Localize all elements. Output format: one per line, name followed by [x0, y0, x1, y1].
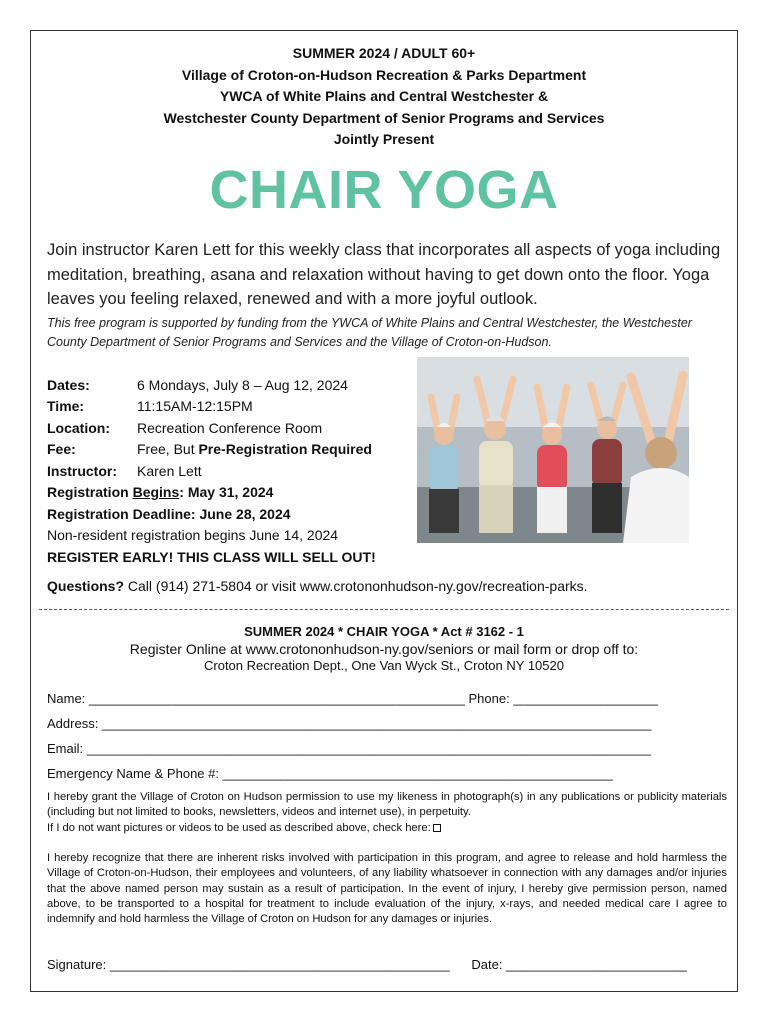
fee-value-bold: Pre-Registration Required — [198, 441, 372, 457]
location-label: Location: — [47, 420, 110, 436]
register-early: REGISTER EARLY! THIS CLASS WILL SELL OUT! — [47, 549, 376, 565]
location-value: Recreation Conference Room — [137, 420, 323, 436]
signature-label: Signature: _______________________________________________ — [47, 957, 450, 972]
page-title: CHAIR YOGA — [209, 160, 559, 220]
email-field[interactable]: Email: ______________________________________________________________________________ — [47, 741, 651, 756]
fee-value-plain: Free, But — [137, 441, 199, 457]
name-field[interactable] — [47, 691, 727, 706]
photo-optout-checkbox[interactable] — [433, 824, 441, 832]
photo-optout — [47, 821, 727, 836]
nonresident-note: Non-resident registration begins June 14, 2024 — [47, 527, 339, 543]
funding-note: This free program is supported by funding from the YWCA of White Plains and Central Westchester, the Westchester County Department of Senior Programs and Services and the Village of Croton-on-Hudson. — [47, 316, 692, 349]
phone-label: Phone: ____________________ — [468, 691, 658, 706]
flyer-frame — [30, 30, 738, 992]
time-label: Time: — [47, 398, 85, 414]
instructor-value: Karen Lett — [137, 463, 202, 479]
form-heading: SUMMER 2024 * CHAIR YOGA * Act # 3162 - 1 — [244, 624, 524, 639]
instructor-label: Instructor: — [47, 463, 117, 479]
questions-line — [47, 578, 588, 594]
yoga-class-photo — [417, 357, 689, 543]
liability-waiver: I hereby recognize that there are inherent risks involved with participation in this program, and agree to release and hold harmless the Village of Croton-on-Hudson, their employees and volunteers, of any liability whatsoever in connection with any damages and/or injuries that the above named person may sustain as a result of participation. In the event of injury, I hereby give permission person, named above, to be transported to a hospital for treatment to include evaluation of the injury, x-rays, and needed medical care I agree to indemnify and hold harmless the Village of Croton on Hudson for any damages or injuries. — [47, 852, 727, 926]
registration-deadline: Registration Deadline: June 28, 2024 — [47, 506, 291, 522]
header-line-2: Village of Croton-on-Hudson Recreation & Parks Department — [181, 66, 587, 83]
mailing-address: Croton Recreation Dept., One Van Wyck St., Croton NY 10520 — [204, 658, 564, 673]
intro-paragraph: Join instructor Karen Lett for this weekly class that incorporates all aspects of yoga including meditation, breathing, asana and relaxation without having to get down onto the floor. Yoga leaves you feeling relaxed, renewed and with a more joyful outlook. — [47, 241, 721, 308]
fee-value — [137, 439, 372, 460]
photo-optout-text: If I do not want pictures or videos to be used as described above, check here: — [47, 822, 431, 834]
questions-text: Call (914) 271-5804 or visit www.crotononhudson-ny.gov/recreation-parks. — [124, 578, 588, 594]
header-line-4: Westchester County Department of Senior Programs and Services — [163, 109, 605, 126]
time-value: 11:15AM-12:15PM — [137, 398, 253, 414]
header-line-1: SUMMER 2024 / ADULT 60+ — [292, 45, 476, 61]
yoga-class-illustration — [417, 357, 689, 543]
reg-begins-b: Begins — [132, 484, 180, 500]
reg-begins-a: Registration — [47, 484, 133, 500]
questions-label: Questions? — [47, 578, 125, 594]
header-line-5: Jointly Present — [333, 131, 435, 147]
reg-begins-c: : May 31, 2024 — [179, 484, 274, 500]
emergency-field[interactable]: Emergency Name & Phone #: ______________________________________________________ — [47, 766, 614, 781]
fee-label: Fee: — [47, 441, 76, 457]
cut-line-divider — [39, 609, 729, 610]
header-line-3: YWCA of White Plains and Central Westchester & — [219, 88, 549, 104]
dates-label: Dates: — [47, 377, 90, 393]
date-label: Date: _________________________ — [471, 957, 687, 972]
signature-line[interactable] — [47, 957, 727, 972]
name-label: Name: ____________________________________________________ — [47, 691, 465, 706]
register-online-line: Register Online at www.crotononhudson-ny.gov/seniors or mail form or drop off to: — [129, 641, 639, 657]
photo-consent: I hereby grant the Village of Croton on Hudson permission to use my likeness in photograph(s) in any publications or publicity materials (including but not limited to books, newsletters, videos and internet use), in perpetuity. — [47, 791, 727, 819]
registration-begins — [47, 482, 273, 503]
address-field[interactable]: Address: ____________________________________________________________________________ — [47, 716, 652, 731]
dates-value: 6 Mondays, July 8 – Aug 12, 2024 — [137, 377, 348, 393]
header-block — [31, 43, 737, 151]
